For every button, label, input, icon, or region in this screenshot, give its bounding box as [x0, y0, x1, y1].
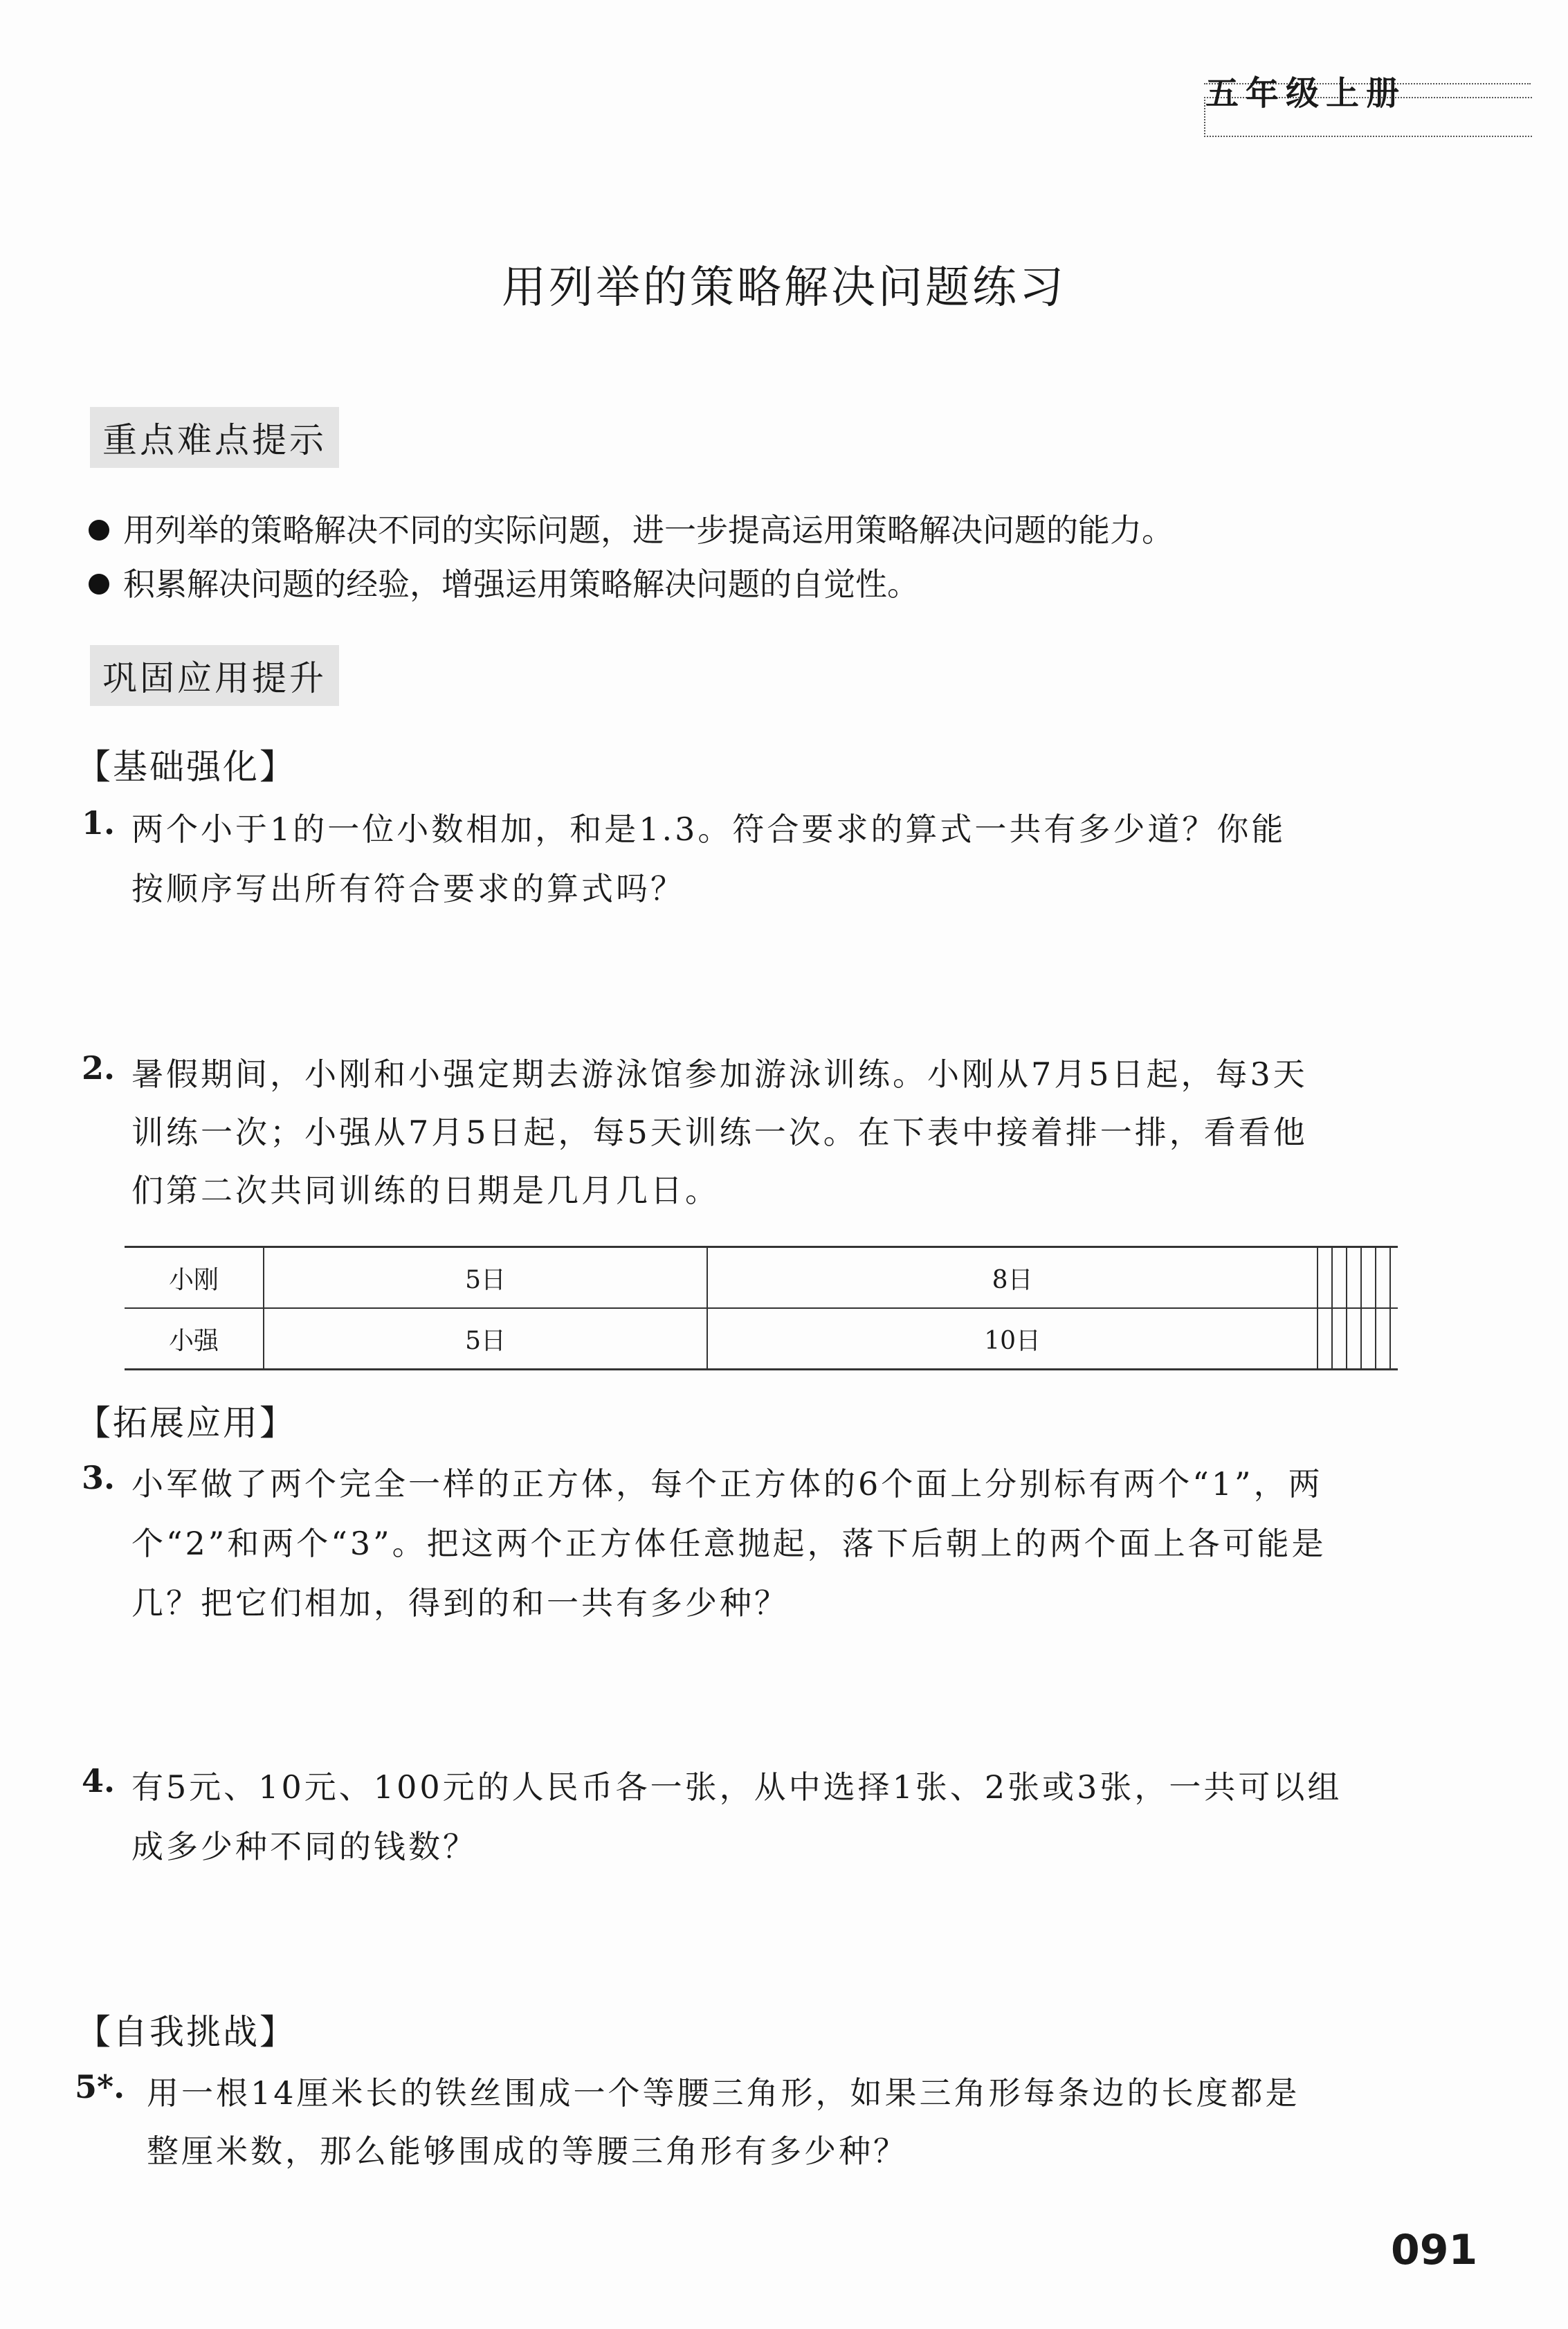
question-text: 成多少种不同的钱数？ — [131, 1828, 477, 1865]
section-key-points: 重点难点提示 — [90, 407, 339, 468]
question-number: 1. — [82, 804, 116, 842]
table-cell: 5日 — [264, 1308, 707, 1370]
subsection-basic: 【基础强化】 — [76, 747, 296, 787]
subsection-challenge: 【自我挑战】 — [76, 2012, 296, 2052]
table-cell[interactable] — [1318, 1247, 1332, 1309]
table-cell[interactable] — [1332, 1247, 1347, 1309]
bullet-item — [89, 505, 1174, 551]
bullet-text: 积累解决问题的经验，增强运用策略解决问题的自觉性。 — [123, 565, 919, 603]
question-text: 训练一次；小强从7月5日起，每5天训练一次。在下表中接着排一排，看看他 — [131, 1114, 1308, 1151]
row-header: 小强 — [125, 1308, 264, 1370]
table-cell[interactable] — [1390, 1247, 1398, 1309]
subsection-extend: 【拓展应用】 — [76, 1403, 296, 1443]
section-practice: 巩固应用提升 — [90, 645, 339, 706]
question-number: 4. — [82, 1762, 116, 1800]
question-text: 个“2”和两个“3”。把这两个正方体任意抛起，落下后朝上的两个面上各可能是 — [131, 1525, 1327, 1562]
table-cell[interactable] — [1361, 1308, 1376, 1370]
bullet-text: 用列举的策略解决不同的实际问题，进一步提高运用策略解决问题的能力。 — [123, 511, 1174, 549]
table-cell[interactable] — [1376, 1247, 1390, 1309]
question-number: 5*. — [75, 2068, 125, 2105]
table-cell[interactable] — [1332, 1308, 1347, 1370]
question-text: 几？把它们相加，得到的和一共有多少种？ — [131, 1584, 789, 1622]
table-row — [125, 1308, 1398, 1370]
table-cell[interactable] — [1347, 1308, 1361, 1370]
bullet-dot-icon — [89, 520, 109, 541]
question-text: 用一根14厘米长的铁丝围成一个等腰三角形，如果三角形每条边的长度都是 — [147, 2074, 1300, 2112]
grade-label: 五年级上册 — [1205, 74, 1407, 113]
row-header: 小刚 — [125, 1247, 264, 1309]
question-number: 2. — [82, 1049, 116, 1087]
page-number: 091 — [1391, 2226, 1478, 2274]
table-cell: 5日 — [264, 1247, 707, 1309]
question-text: 有5元、10元、100元的人民币各一张，从中选择1张、2张或3张，一共可以组 — [131, 1768, 1342, 1806]
table-cell: 10日 — [707, 1308, 1318, 1370]
bullet-dot-icon — [89, 574, 109, 595]
page-title: 用列举的策略解决问题练习 — [502, 262, 1066, 314]
question-text: 们第二次共同训练的日期是几月几日。 — [131, 1172, 720, 1209]
question-number: 3. — [82, 1459, 116, 1496]
table-cell[interactable] — [1347, 1247, 1361, 1309]
question-text: 暑假期间，小刚和小强定期去游泳馆参加游泳训练。小刚从7月5日起，每3天 — [131, 1055, 1308, 1093]
table-cell[interactable] — [1318, 1308, 1332, 1370]
question-text: 两个小于1的一位小数相加，和是1.3。符合要求的算式一共有多少道？你能 — [131, 810, 1286, 848]
table-cell[interactable] — [1376, 1308, 1390, 1370]
question-text: 小军做了两个完全一样的正方体，每个正方体的6个面上分别标有两个“1”，两 — [131, 1465, 1323, 1503]
table-cell[interactable] — [1361, 1247, 1376, 1309]
table-row — [125, 1247, 1398, 1309]
schedule-table — [125, 1246, 1398, 1370]
question-text: 按顺序写出所有符合要求的算式吗？ — [131, 870, 685, 907]
bullet-item — [89, 559, 919, 605]
table-cell[interactable] — [1390, 1308, 1398, 1370]
table-cell: 8日 — [707, 1247, 1318, 1309]
question-text: 整厘米数，那么能够围成的等腰三角形有多少种？ — [147, 2132, 908, 2170]
